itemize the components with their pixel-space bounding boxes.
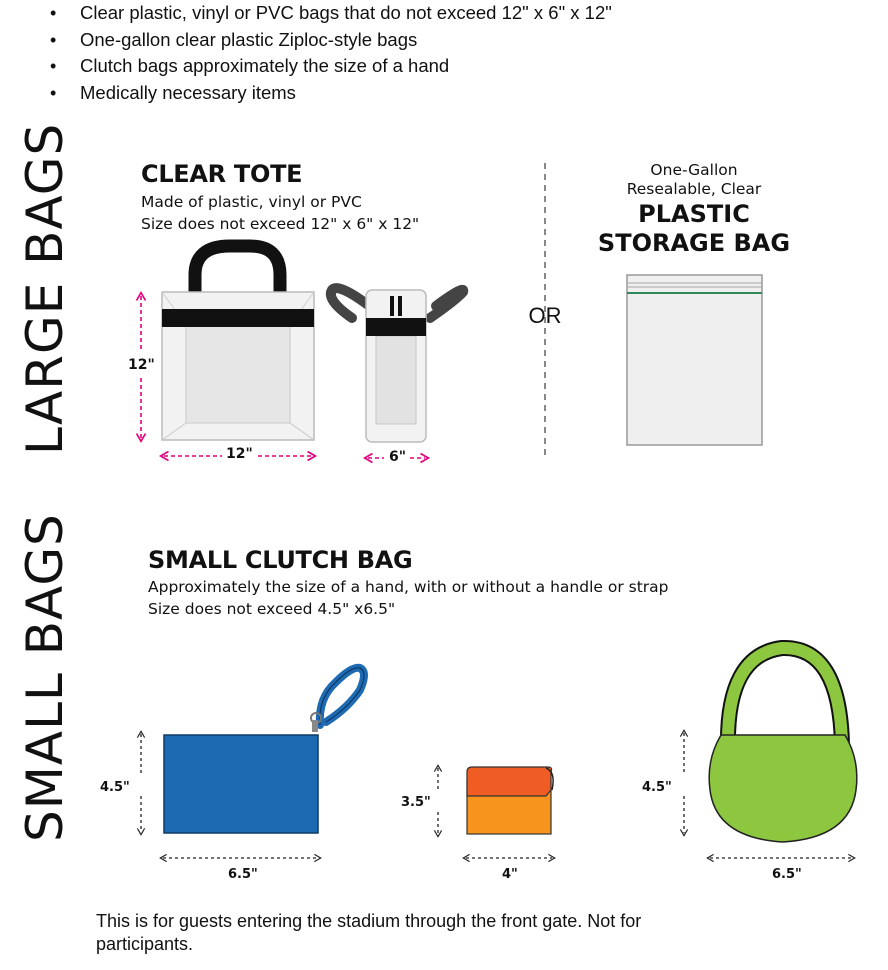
small-clutch-title: SMALL CLUTCH BAG — [148, 546, 413, 574]
green-clutch-illustration — [709, 648, 857, 842]
storage-bag-title-2: STORAGE BAG — [597, 229, 791, 257]
small-clutch-desc-1: Approximately the size of a hand, with or without a handle or strap — [148, 578, 669, 596]
list-item: • Clear plastic, vinyl or PVC bags that do not exceed 12" x 6" x 12" — [48, 0, 612, 27]
blue-bag-height-label: 4.5" — [100, 780, 130, 795]
list-item: • Clutch bags approximately the size of a hand — [48, 53, 612, 80]
storage-bag-illustration — [627, 275, 762, 445]
clear-tote-desc-2: Size does not exceed 12" x 6" x 12" — [141, 215, 420, 233]
tote-depth-label: 6" — [389, 449, 407, 465]
or-separator-label: OR — [528, 303, 562, 328]
footer-note: This is for guests entering the stadium through the front gate. Not for participants. — [96, 911, 642, 954]
storage-bag-line-2: Resealable, Clear — [626, 180, 762, 198]
list-item: • One-gallon clear plastic Ziploc-style bags — [48, 27, 612, 54]
large-bags-label: LARGE BAGS — [16, 122, 74, 455]
small-clutch-desc-2: Size does not exceed 4.5" x6.5" — [148, 600, 396, 618]
clear-tote-front-illustration — [162, 246, 314, 440]
clear-tote-side-illustration — [331, 288, 463, 442]
blue-clutch-illustration — [164, 668, 364, 833]
tote-height-label: 12" — [128, 357, 155, 373]
tote-width-label: 12" — [226, 446, 253, 462]
storage-bag-line-1: One-Gallon — [650, 161, 738, 179]
clear-tote-desc-1: Made of plastic, vinyl or PVC — [141, 193, 362, 211]
orange-clutch-illustration — [467, 767, 553, 834]
blue-bag-width-label: 6.5" — [228, 867, 258, 882]
storage-bag-title-1: PLASTIC — [638, 200, 750, 228]
clear-tote-title: CLEAR TOTE — [141, 160, 303, 188]
orange-bag-width-label: 4" — [502, 867, 518, 882]
green-bag-height-label: 4.5" — [642, 780, 672, 795]
list-item: • Medically necessary items — [48, 80, 612, 107]
small-bags-label: SMALL BAGS — [16, 513, 74, 842]
orange-bag-height-label: 3.5" — [401, 795, 431, 810]
green-bag-width-label: 6.5" — [772, 867, 802, 882]
